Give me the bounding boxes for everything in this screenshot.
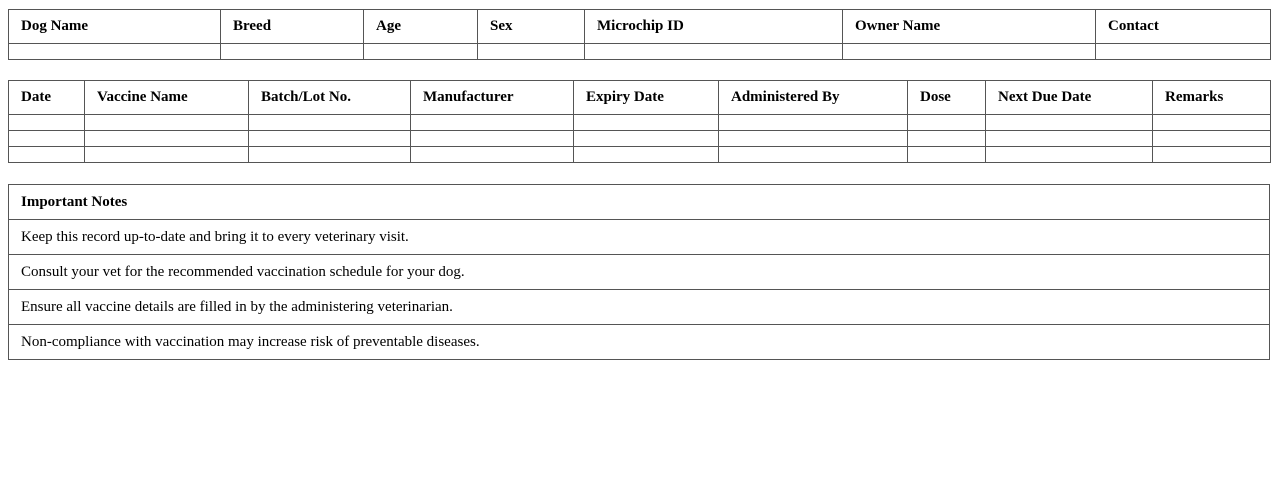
note-item: Consult your vet for the recommended vaccination schedule for your dog. — [9, 255, 1270, 290]
important-notes-table — [8, 184, 1270, 360]
note-row — [9, 325, 1270, 360]
manufacturer-cell[interactable] — [411, 131, 574, 147]
manufacturer-cell[interactable] — [411, 147, 574, 163]
table-row — [9, 115, 1271, 131]
header-manufacturer: Manufacturer — [411, 81, 574, 115]
administered-by-cell[interactable] — [719, 131, 908, 147]
header-owner-name: Owner Name — [843, 10, 1096, 44]
header-vaccine-name: Vaccine Name — [85, 81, 249, 115]
dog-info-table — [8, 9, 1271, 60]
table-row — [9, 44, 1271, 60]
header-age: Age — [364, 10, 478, 44]
administered-by-cell[interactable] — [719, 115, 908, 131]
header-dose: Dose — [908, 81, 986, 115]
header-batch-lot-no: Batch/Lot No. — [249, 81, 411, 115]
header-dog-name: Dog Name — [9, 10, 221, 44]
vaccine-name-cell[interactable] — [85, 131, 249, 147]
notes-title: Important Notes — [9, 185, 1270, 220]
header-administered-by: Administered By — [719, 81, 908, 115]
remarks-cell[interactable] — [1153, 131, 1271, 147]
note-item: Non-compliance with vaccination may increase risk of preventable diseases. — [9, 325, 1270, 360]
dose-cell[interactable] — [908, 147, 986, 163]
dose-cell[interactable] — [908, 131, 986, 147]
dog-info-header-row — [9, 10, 1271, 44]
next-due-date-cell[interactable] — [986, 147, 1153, 163]
header-breed: Breed — [221, 10, 364, 44]
remarks-cell[interactable] — [1153, 115, 1271, 131]
table-row — [9, 147, 1271, 163]
date-cell[interactable] — [9, 147, 85, 163]
expiry-date-cell[interactable] — [574, 131, 719, 147]
header-sex: Sex — [478, 10, 585, 44]
note-row — [9, 220, 1270, 255]
next-due-date-cell[interactable] — [986, 131, 1153, 147]
note-item: Ensure all vaccine details are filled in by the administering veterinarian. — [9, 290, 1270, 325]
vaccination-table — [8, 80, 1271, 163]
note-item: Keep this record up-to-date and bring it to every veterinary visit. — [9, 220, 1270, 255]
header-date: Date — [9, 81, 85, 115]
table-row — [9, 131, 1271, 147]
owner-name-cell[interactable] — [843, 44, 1096, 60]
vaccination-header-row — [9, 81, 1271, 115]
notes-header-row — [9, 185, 1270, 220]
header-expiry-date: Expiry Date — [574, 81, 719, 115]
microchip-id-cell[interactable] — [585, 44, 843, 60]
header-remarks: Remarks — [1153, 81, 1271, 115]
note-row — [9, 290, 1270, 325]
next-due-date-cell[interactable] — [986, 115, 1153, 131]
age-cell[interactable] — [364, 44, 478, 60]
dose-cell[interactable] — [908, 115, 986, 131]
dog-name-cell[interactable] — [9, 44, 221, 60]
sex-cell[interactable] — [478, 44, 585, 60]
date-cell[interactable] — [9, 115, 85, 131]
manufacturer-cell[interactable] — [411, 115, 574, 131]
expiry-date-cell[interactable] — [574, 147, 719, 163]
vaccine-name-cell[interactable] — [85, 147, 249, 163]
header-next-due-date: Next Due Date — [986, 81, 1153, 115]
batch-lot-cell[interactable] — [249, 131, 411, 147]
header-microchip-id: Microchip ID — [585, 10, 843, 44]
vaccine-name-cell[interactable] — [85, 115, 249, 131]
header-contact: Contact — [1096, 10, 1271, 44]
breed-cell[interactable] — [221, 44, 364, 60]
remarks-cell[interactable] — [1153, 147, 1271, 163]
contact-cell[interactable] — [1096, 44, 1271, 60]
date-cell[interactable] — [9, 131, 85, 147]
expiry-date-cell[interactable] — [574, 115, 719, 131]
batch-lot-cell[interactable] — [249, 147, 411, 163]
administered-by-cell[interactable] — [719, 147, 908, 163]
note-row — [9, 255, 1270, 290]
batch-lot-cell[interactable] — [249, 115, 411, 131]
